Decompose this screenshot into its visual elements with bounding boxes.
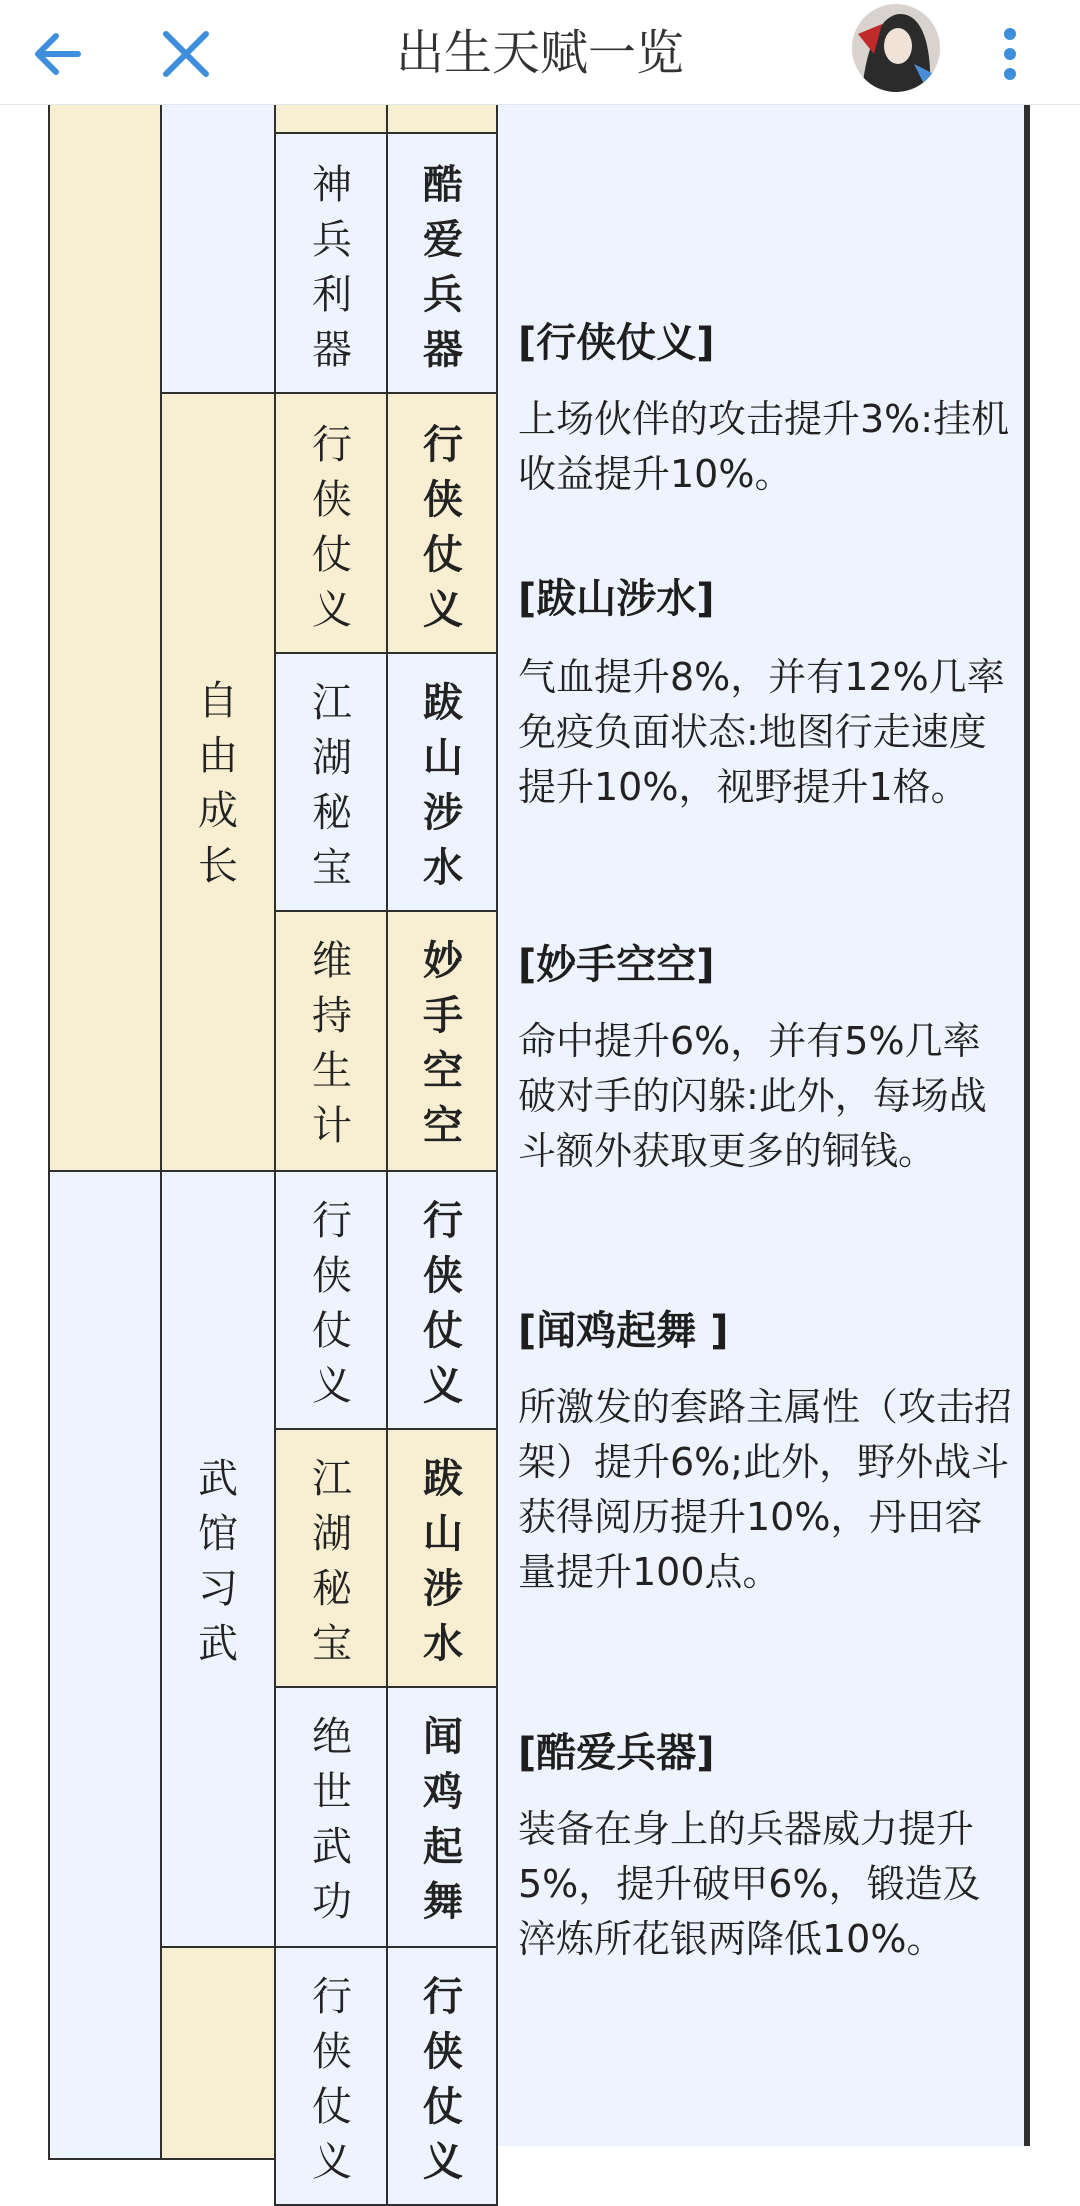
talent-text: 闻鸡起舞 <box>423 1714 463 1925</box>
talent-text: 妙手空空 <box>423 938 463 1149</box>
avatar-image-icon <box>852 4 940 92</box>
talent-text: 行侠仗义 <box>423 422 463 633</box>
attribute-text: 行侠仗义 <box>312 1198 352 1409</box>
attribute-text: 绝世武功 <box>312 1714 352 1925</box>
row-cell-col4 <box>386 132 498 394</box>
more-options-button[interactable] <box>980 18 1040 90</box>
close-button[interactable] <box>150 18 222 90</box>
talent-description: 气血提升8%，并有12%几率免疫负面状态:地图行走速度提升10%，视野提升1格。 <box>518 655 1005 809</box>
row-cell-col4 <box>386 1686 498 1948</box>
row-cell-col4 <box>386 652 498 912</box>
subgroup-cell-top <box>160 80 276 394</box>
talent-name: [妙手空空] <box>518 942 715 988</box>
group-label-free-growth: 自由成长 <box>198 678 238 889</box>
talent-description: 命中提升6%，并有5%几率破对手的闪躲:此外，每场战斗额外获取更多的铜钱。 <box>518 1019 987 1173</box>
attribute-text: 行侠仗义 <box>312 422 352 633</box>
attribute-text: 神兵利器 <box>312 162 352 373</box>
row-cell-col3 <box>274 1686 388 1948</box>
row-cell-col3 <box>274 1428 388 1688</box>
row-cell-col4 <box>386 392 498 654</box>
talent-text: 跋山涉水 <box>423 680 463 891</box>
subgroup-cell-free-growth <box>160 392 276 1172</box>
talent-name: [行侠仗义] <box>518 320 715 366</box>
row-cell-col3 <box>274 132 388 394</box>
close-icon <box>150 18 222 90</box>
row-cell-col4 <box>386 910 498 1172</box>
avatar[interactable] <box>852 4 940 92</box>
talent-text: 行侠仗义 <box>423 1198 463 1409</box>
page-title: 出生天赋一览 <box>395 25 684 81</box>
talent-name: [闻鸡起舞 ] <box>518 1308 729 1354</box>
more-vertical-icon <box>980 18 1040 90</box>
talent-description: 装备在身上的兵器威力提升5%，提升破甲6%，锻造及淬炼所花银两降低10%。 <box>518 1807 981 1961</box>
subgroup-cell-bottom <box>160 1946 276 2160</box>
row-cell-col4 <box>386 1946 498 2206</box>
row-cell-col3 <box>274 392 388 654</box>
top-app-bar <box>0 0 1080 105</box>
talent-description: 所激发的套路主属性（攻击招架）提升6%;此外，野外战斗获得阅历提升10%，丹田容量提升100点。 <box>518 1385 1013 1594</box>
row-cell-col4 <box>386 1428 498 1688</box>
row-cell-col3 <box>274 1170 388 1430</box>
talent-text: 酷爱兵器 <box>423 162 463 373</box>
row-cell-col4 <box>386 1170 498 1430</box>
outer-group-cell-1 <box>48 80 162 1172</box>
arrow-left-icon <box>24 18 96 90</box>
talent-text: 跋山涉水 <box>423 1456 463 1667</box>
talent-text: 行侠仗义 <box>423 1974 463 2185</box>
attribute-text: 江湖秘宝 <box>312 1456 352 1667</box>
talent-description: 上场伙伴的攻击提升3%:挂机收益提升10%。 <box>518 397 1010 496</box>
row-cell-col3 <box>274 910 388 1172</box>
attribute-text: 行侠仗义 <box>312 1974 352 2185</box>
back-button[interactable] <box>24 18 96 90</box>
outer-group-cell-2 <box>48 1170 162 2160</box>
attribute-text: 维持生计 <box>312 938 352 1149</box>
row-cell-col3 <box>274 652 388 912</box>
talent-name: [酷爱兵器] <box>518 1730 715 1776</box>
row-cell-col3 <box>274 1946 388 2206</box>
group-label-martial-hall: 武馆习武 <box>198 1456 238 1667</box>
subgroup-cell-martial-hall <box>160 1170 276 1948</box>
attribute-text: 江湖秘宝 <box>312 680 352 891</box>
talent-name: [跋山涉水] <box>518 576 715 622</box>
